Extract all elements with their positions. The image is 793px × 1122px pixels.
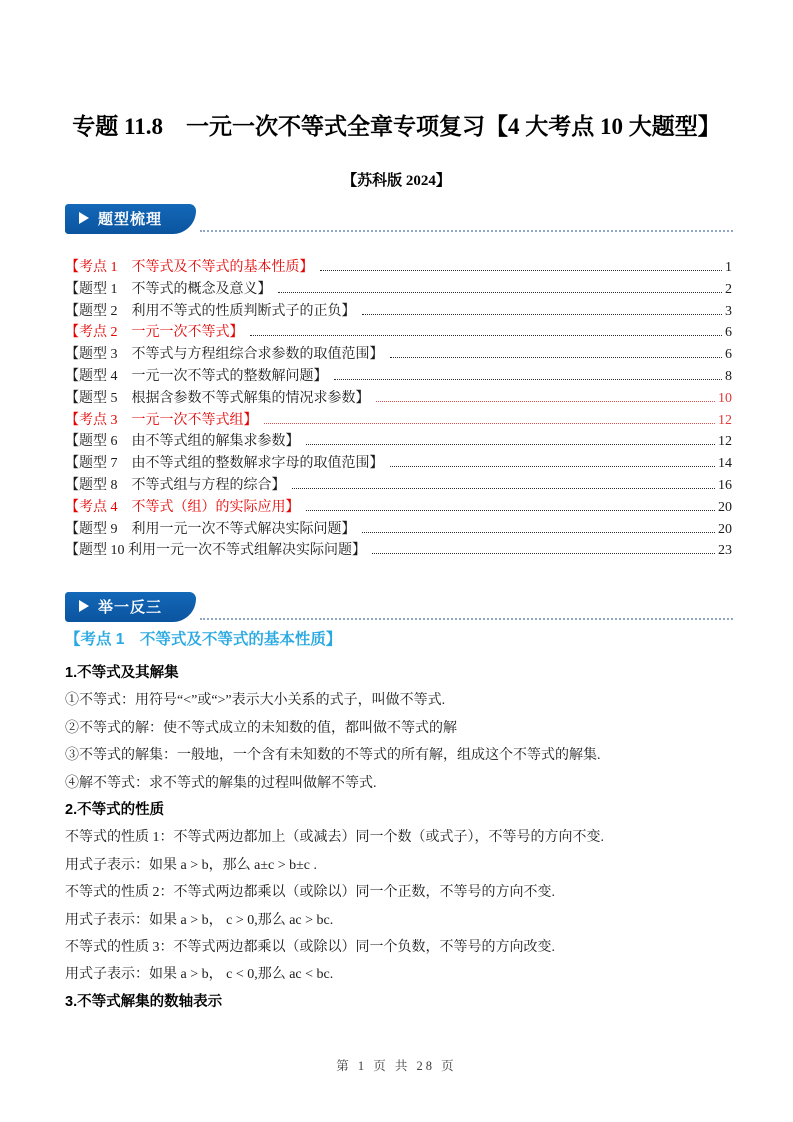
toc-item-kaodian-4[interactable] xyxy=(65,497,732,519)
toc-page-number: 16 xyxy=(718,477,732,493)
toc-item-tixing-6[interactable] xyxy=(65,431,732,453)
dotted-rule xyxy=(200,230,733,232)
play-triangle-icon xyxy=(79,212,89,224)
notes-subheading-3: 3.不等式解集的数轴表示 xyxy=(65,993,223,1010)
practice-banner xyxy=(65,592,196,622)
section-heading-kaodian-1: 【考点 1 不等式及不等式的基本性质】 xyxy=(65,631,342,648)
notes-content xyxy=(65,660,732,1016)
toc-page-number: 2 xyxy=(725,281,732,297)
notes-line: ①不等式：用符号“<”或“>”表示大小关系的式子，叫做不等式. xyxy=(65,693,446,709)
toc-dot-leader xyxy=(320,270,723,271)
toc-page-number: 6 xyxy=(725,347,732,363)
notes-line: ④解不等式：求不等式的解集的过程叫做解不等式. xyxy=(65,775,377,791)
toc-item-label: 【题型 2 利用不等式的性质判断式子的正负】 xyxy=(65,303,356,319)
notes-line: 用式子表示：如果 a > b，那么 a±c > b±c . xyxy=(65,857,318,873)
toc-dot-leader xyxy=(278,292,723,293)
toc-dot-leader xyxy=(362,314,723,315)
toc-item-label: 【题型 5 根据含参数不等式解集的情况求参数】 xyxy=(65,390,370,406)
toc-item-tixing-7[interactable] xyxy=(65,453,732,475)
toc-item-label: 【题型 1 不等式的概念及意义】 xyxy=(65,281,272,297)
toc-item-tixing-2[interactable] xyxy=(65,301,732,323)
notes-line: 用式子表示：如果 a > b， c > 0,那么 ac > bc. xyxy=(65,912,334,928)
toc-item-kaodian-3[interactable] xyxy=(65,410,732,432)
toc-page-number: 12 xyxy=(718,434,732,450)
toc-page-number: 20 xyxy=(718,499,732,515)
toc-item-label: 【题型 3 不等式与方程组综合求参数的取值范围】 xyxy=(65,347,384,363)
practice-banner-row xyxy=(65,592,733,622)
notes-line: 用式子表示：如果 a > b， c < 0,那么 ac < bc. xyxy=(65,967,334,983)
toc-page-number: 8 xyxy=(725,368,732,384)
toc-item-tixing-4[interactable] xyxy=(65,366,732,388)
page-footer: 第 1 页 共 28 页 xyxy=(336,1059,457,1073)
toc-dot-leader xyxy=(264,423,716,424)
toc-page-number: 10 xyxy=(718,390,732,406)
toc-item-label: 【题型 4 一元一次不等式的整数解问题】 xyxy=(65,368,328,384)
toc-dot-leader xyxy=(390,357,723,358)
toc-page-number: 14 xyxy=(718,456,732,472)
notes-line: 不等式的性质 3：不等式两边都乘以（或除以）同一个负数，不等号的方向改变. xyxy=(65,940,555,956)
toc-item-tixing-5[interactable] xyxy=(65,388,732,410)
toc-item-label: 【考点 2 一元一次不等式】 xyxy=(65,325,244,341)
toc-dot-leader xyxy=(334,379,723,380)
practice-banner-label: 举一反三 xyxy=(98,598,163,616)
toc-page-number: 23 xyxy=(718,543,732,559)
toc-dot-leader xyxy=(376,401,716,402)
toc-dot-leader xyxy=(306,444,716,445)
play-triangle-icon xyxy=(79,600,89,612)
toc-dot-leader xyxy=(390,466,716,467)
toc-dot-leader xyxy=(292,488,716,489)
toc-page-number: 12 xyxy=(718,412,732,428)
toc-dot-leader xyxy=(372,553,715,554)
toc-item-label: 【题型 10 利用一元一次不等式组解决实际问题】 xyxy=(65,543,366,559)
toc-item-label: 【题型 7 由不等式组的整数解求字母的取值范围】 xyxy=(65,456,384,472)
toc-item-label: 【题型 8 不等式组与方程的综合】 xyxy=(65,477,286,493)
toc-dot-leader xyxy=(306,510,716,511)
notes-line: ②不等式的解：使不等式成立的未知数的值，都叫做不等式的解 xyxy=(65,720,457,736)
toc-item-kaodian-2[interactable] xyxy=(65,322,732,344)
toc-page-number: 6 xyxy=(725,325,732,341)
toc-item-tixing-9[interactable] xyxy=(65,519,732,541)
toc-item-tixing-8[interactable] xyxy=(65,475,732,497)
toc-page-number: 1 xyxy=(725,260,732,275)
toc-page-number: 3 xyxy=(725,303,732,319)
toc-dot-leader xyxy=(362,532,716,533)
toc-item-label: 【题型 6 由不等式组的解集求参数】 xyxy=(65,434,300,450)
document-subtitle: 【苏科版 2024】 xyxy=(342,173,451,189)
toc-item-label: 【考点 4 不等式（组）的实际应用】 xyxy=(65,499,300,515)
notes-line: ③不等式的解集：一般地，一个含有未知数的不等式的所有解，组成这个不等式的解集. xyxy=(65,748,601,764)
dotted-rule xyxy=(200,618,733,620)
toc-item-label: 【题型 9 利用一元一次不等式解决实际问题】 xyxy=(65,521,356,537)
outline-banner xyxy=(65,204,196,234)
toc-page-number: 20 xyxy=(718,521,732,537)
toc-item-label: 【考点 3 一元一次不等式组】 xyxy=(65,412,258,428)
toc-dot-leader xyxy=(250,335,723,336)
toc-item-tixing-1[interactable] xyxy=(65,279,732,301)
toc-item-label: 【考点 1 不等式及不等式的基本性质】 xyxy=(65,260,314,275)
toc-item-tixing-10[interactable] xyxy=(65,540,732,562)
outline-banner-row xyxy=(65,204,733,234)
notes-subheading-2: 2.不等式的性质 xyxy=(65,802,165,819)
notes-subheading-1: 1.不等式及其解集 xyxy=(65,665,179,681)
document-title: 专题 11.8 一元一次不等式全章专项复习【4 大考点 10 大题型】 xyxy=(72,114,721,139)
notes-line: 不等式的性质 1：不等式两边都加上（或减去）同一个数（或式子），不等号的方向不变. xyxy=(65,830,604,846)
toc-item-tixing-3[interactable] xyxy=(65,344,732,366)
notes-line: 不等式的性质 2：不等式两边都乘以（或除以）同一个正数，不等号的方向不变. xyxy=(65,885,555,901)
table-of-contents xyxy=(65,257,732,562)
outline-banner-label: 题型梳理 xyxy=(98,210,163,228)
toc-item-kaodian-1[interactable] xyxy=(65,257,732,279)
